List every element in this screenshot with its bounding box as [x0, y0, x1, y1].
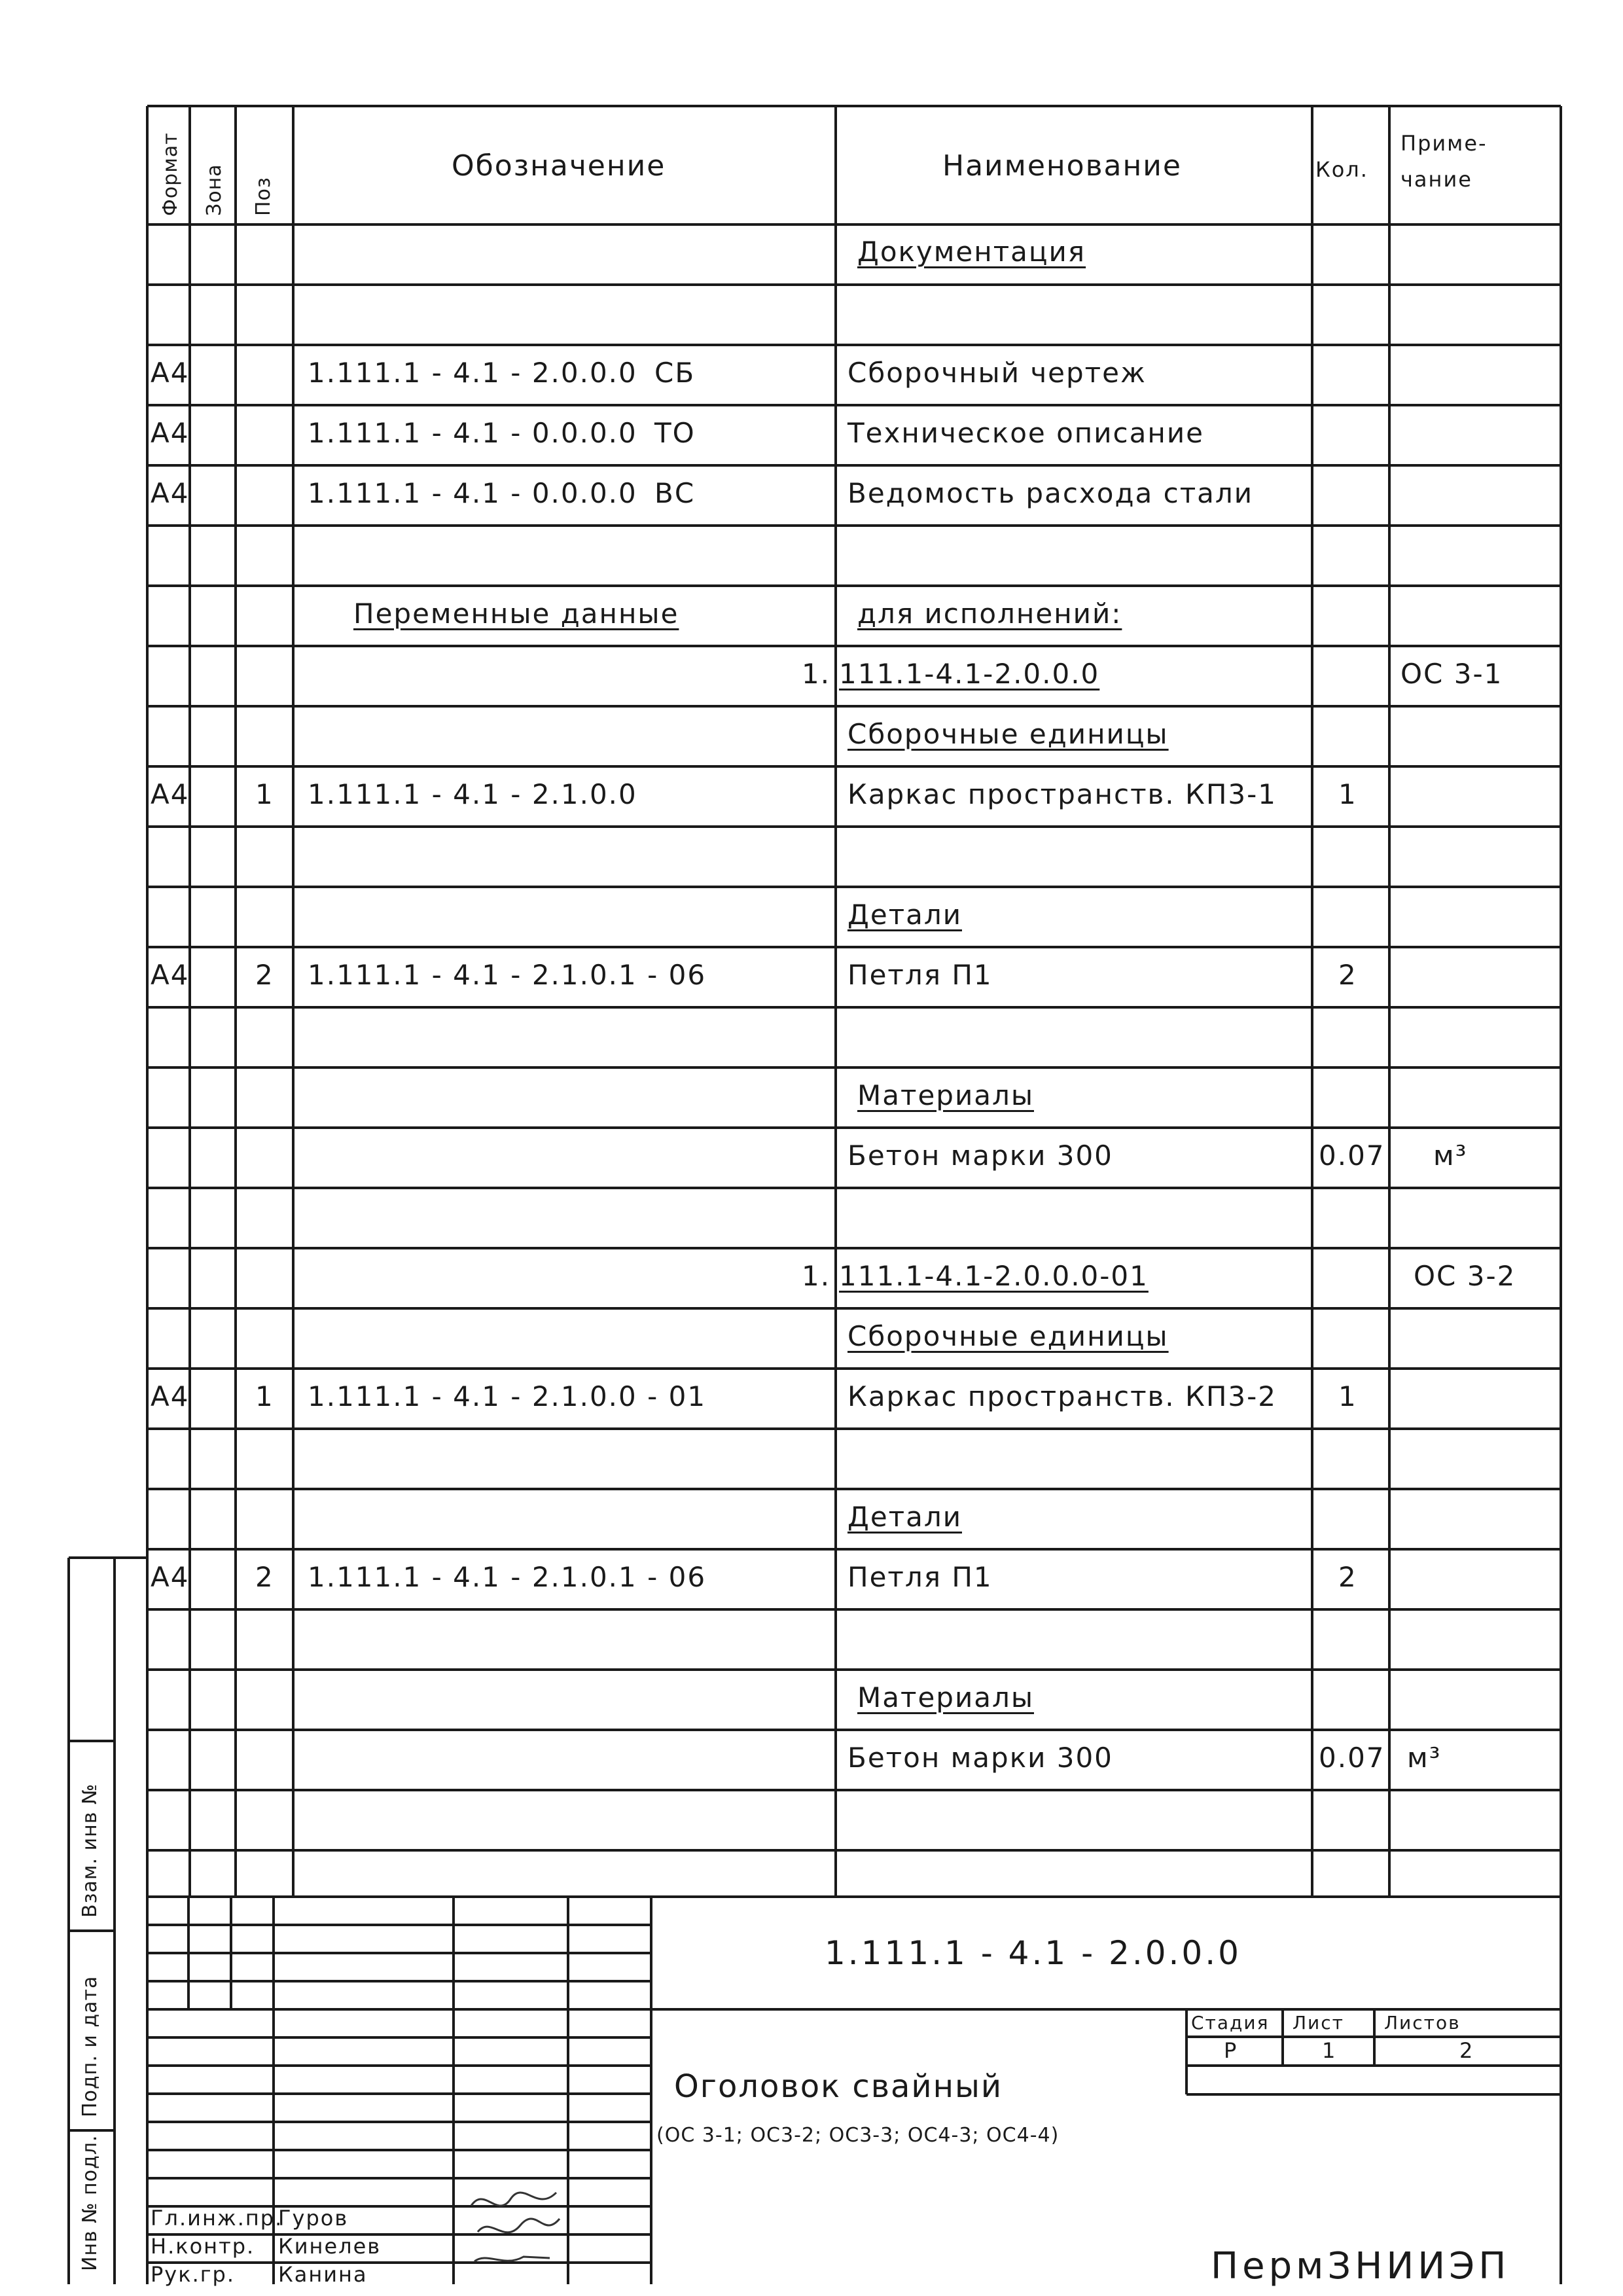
- row-name: Петля П1: [847, 959, 993, 991]
- row-name: Каркас пространств. КП3-2: [847, 1380, 1277, 1412]
- row-pos: 2: [255, 959, 274, 991]
- header-name: Наименование: [942, 149, 1182, 183]
- row-format: А4: [151, 1561, 190, 1593]
- row-format: А4: [151, 1380, 190, 1412]
- stamp-title: Оголовок свайный: [674, 2068, 1003, 2105]
- stamp-name-1: Гуров: [278, 2206, 349, 2231]
- section-assembly-units: Сборочные единицы: [847, 1320, 1169, 1352]
- stamp-name-2: Кинелев: [278, 2234, 382, 2259]
- variant-code: 111.1-4.1-2.0.0.0-01: [839, 1260, 1149, 1292]
- row-code: ВС: [654, 477, 696, 509]
- row-name: Каркас пространств. КП3-1: [847, 778, 1277, 810]
- section-details: Детали: [847, 1501, 962, 1533]
- stamp-stage-label: Стадия: [1191, 2012, 1270, 2034]
- row-qty: 2: [1338, 959, 1357, 991]
- variant-code: 111.1-4.1-2.0.0.0: [839, 658, 1100, 690]
- row-name: Петля П1: [847, 1561, 993, 1593]
- side-inv-podl: Инв № подл.: [79, 2134, 101, 2271]
- row-name: Техническое описание: [847, 417, 1204, 449]
- header-note-2: чание: [1400, 167, 1472, 192]
- header-designation: Обозначение: [452, 149, 666, 183]
- row-format: А4: [151, 477, 190, 509]
- section-materials: Материалы: [857, 1079, 1034, 1111]
- row-code: СБ: [654, 357, 696, 389]
- side-vzam-inv: Взам. инв №: [79, 1783, 101, 1918]
- row-designation: 1.111.1 - 4.1 - 2.1.0.1 - 06: [308, 959, 707, 991]
- row-designation: 1.111.1 - 4.1 - 2.0.0.0: [308, 357, 637, 389]
- stamp-role-2: Н.контр.: [151, 2234, 255, 2259]
- stamp-name-3: Канина: [278, 2262, 368, 2287]
- stamp-org: ПермЗНИИЭП: [1211, 2245, 1510, 2287]
- variable-data-label: Переменные данные: [353, 598, 679, 630]
- stamp-sheets-label: Листов: [1384, 2012, 1461, 2034]
- row-qty: 1: [1338, 778, 1357, 810]
- stamp-role-1: Гл.инж.пр.: [151, 2206, 283, 2231]
- variant-note: ОС 3-1: [1400, 658, 1503, 690]
- row-designation: 1.111.1 - 4.1 - 2.1.0.1 - 06: [308, 1561, 707, 1593]
- row-pos: 2: [255, 1561, 274, 1593]
- row-pos: 1: [255, 1380, 274, 1412]
- variant-prefix: 1.: [802, 1260, 831, 1292]
- row-qty: 2: [1338, 1561, 1357, 1593]
- row-note: м³: [1433, 1139, 1468, 1172]
- stamp-sheets: 2: [1459, 2038, 1474, 2063]
- row-pos: 1: [255, 778, 274, 810]
- stamp-subtitle: (ОС 3-1; ОС3-2; ОС3-3; ОС4-3; ОС4-4): [656, 2124, 1060, 2147]
- header-note: Приме-: [1400, 131, 1488, 156]
- stamp-stage: Р: [1224, 2038, 1238, 2063]
- row-designation: 1.111.1 - 4.1 - 0.0.0.0: [308, 417, 637, 449]
- row-designation: 1.111.1 - 4.1 - 0.0.0.0: [308, 477, 637, 509]
- row-name: Бетон марки 300: [847, 1742, 1113, 1774]
- row-designation: 1.111.1 - 4.1 - 2.1.0.0 - 01: [308, 1380, 707, 1412]
- section-documentation: Документация: [857, 236, 1086, 268]
- variant-note: ОС 3-2: [1414, 1260, 1516, 1292]
- side-podp-data: Подп. и дата: [79, 1975, 101, 2117]
- section-assembly-units: Сборочные единицы: [847, 718, 1169, 750]
- header-pos: Поз: [252, 177, 275, 216]
- section-details: Детали: [847, 899, 962, 931]
- row-format: А4: [151, 959, 190, 991]
- row-name: Бетон марки 300: [847, 1139, 1113, 1172]
- row-name: Ведомость расхода стали: [847, 477, 1254, 509]
- row-code: ТО: [654, 417, 696, 449]
- variable-data-suffix: для исполнений:: [857, 598, 1122, 630]
- row-qty: 1: [1338, 1380, 1357, 1412]
- row-note: м³: [1407, 1742, 1442, 1774]
- header-format: Формат: [159, 132, 182, 216]
- row-format: А4: [151, 357, 190, 389]
- header-qty: Кол.: [1315, 157, 1368, 182]
- row-designation: 1.111.1 - 4.1 - 2.1.0.0: [308, 778, 637, 810]
- stamp-sheet-label: Лист: [1293, 2012, 1344, 2034]
- stamp-role-3: Рук.гр.: [151, 2262, 236, 2287]
- row-format: А4: [151, 778, 190, 810]
- header-zone: Зона: [203, 164, 226, 216]
- row-format: А4: [151, 417, 190, 449]
- stamp-sheet: 1: [1322, 2038, 1337, 2063]
- stamp-doc-code: 1.111.1 - 4.1 - 2.0.0.0: [825, 1934, 1241, 1972]
- variant-prefix: 1.: [802, 658, 831, 690]
- signature-scribbles: [458, 2179, 569, 2284]
- row-qty: 0.07: [1319, 1742, 1385, 1774]
- section-materials: Материалы: [857, 1681, 1034, 1713]
- row-name: Сборочный чертеж: [847, 357, 1147, 389]
- row-qty: 0.07: [1319, 1139, 1385, 1172]
